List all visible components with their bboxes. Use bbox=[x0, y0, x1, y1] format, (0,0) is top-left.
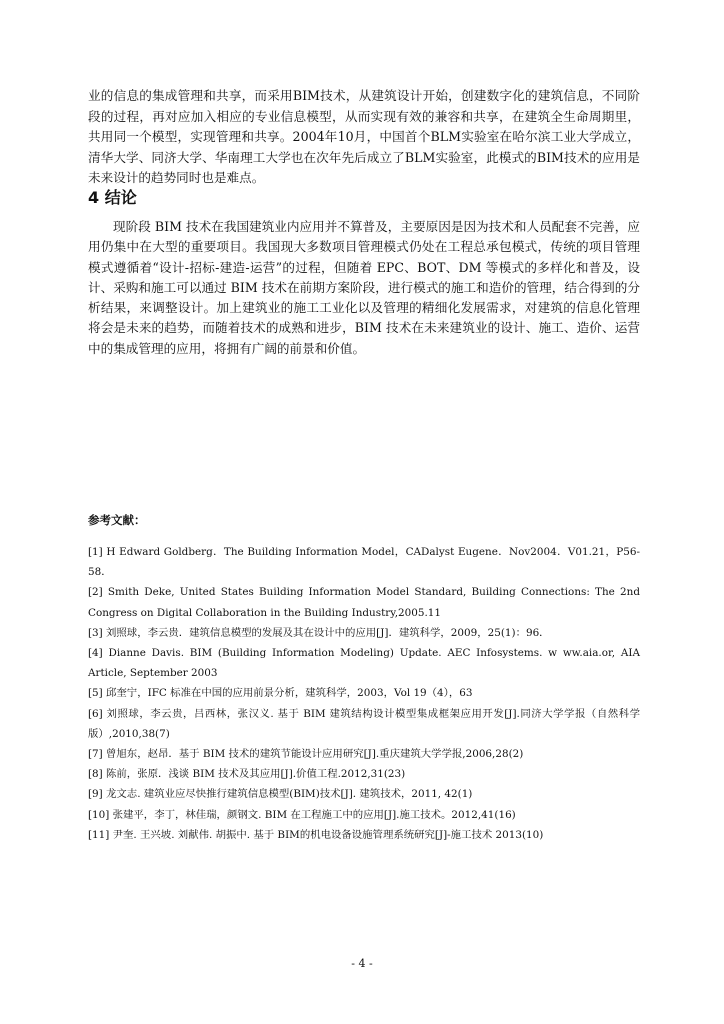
reference-item: [6] 刘照球，李云贵，吕西林，张汉义. 基于 BIM 建筑结构设计模型集成框架应用开发[J].同济大学学报（自然科学版）,2010,38(7) bbox=[88, 707, 640, 740]
reference-item: [2] Smith Deke, United States Building Information Model Standard, Building Connections: The 2nd Congress on Digital Collaboration in the Building Industry,2005.11 bbox=[88, 586, 640, 619]
references-title: 参考文献： bbox=[88, 513, 146, 527]
conclusion-paragraph: 现阶段 BIM 技术在我国建筑业内应用并不算普及，主要原因是因为技术和人员配套不完善，应用仍集中在大型的重要项目。我国现大多数项目管理模式仍处在工程总承包模式，传统的项目管理模式遵循着“设计-招标-建造-运营”的过程，但随着 EPC、BOT、DM 等模式的多样化和普及，设计、采购和施工可以通过 BIM 技术在前期方案阶段，进行模式的施工和造价的管理，结合得到的分析结果，来调整设计。加上建筑业的施工工业化以及管理的精细化发展需求，对建筑的信息化管理将会是未来的趋势，而随着技术的成熟和进步，BIM 技术在未来建筑业的设计、施工、造价、运营中的集成管理的应用，将拥有广阔的前景和价值。 bbox=[88, 219, 640, 356]
references-list bbox=[88, 542, 640, 845]
intro-paragraph: 业的信息的集成管理和共享，而采用BIM技术，从建筑设计开始，创建数字化的建筑信息，不同阶段的过程，再对应加入相应的专业信息模型，从而实现有效的兼容和共享，在建筑全生命周期里，共用同一个模型，实现管理和共享。2004年10月，中国首个BLM实验室在哈尔滨工业大学成立，清华大学、同济大学、华南理工大学也在次年先后成立了BLM实验室，此模式的BIM技术的应用是未来设计的趋势同时也是难点。 bbox=[88, 88, 640, 186]
reference-item: [7] 曾旭东，赵昂．基于 BIM 技术的建筑节能设计应用研究[J].重庆建筑大学学报,2006,28(2) bbox=[88, 748, 524, 761]
reference-item: [5] 邱奎宁，IFC 标准在中国的应用前景分析，建筑科学，2003，Vol 19（4），63 bbox=[88, 687, 473, 700]
reference-item: [4] Dianne Davis. BIM (Building Information Modeling) Update. AEC Infosystems. w ww.aia.or, AIA Article, September 2003 bbox=[88, 647, 640, 680]
page-number: - 4 - bbox=[351, 957, 373, 970]
section-heading-conclusion: 4 结论 bbox=[88, 188, 137, 207]
conclusion-block bbox=[88, 217, 640, 359]
reference-item: [10] 张建平，李丁，林佳瑞，颜钢文. BIM 在工程施工中的应用[J].施工技术。2012,41(16) bbox=[88, 808, 516, 821]
reference-item: [11] 尹奎. 王兴坡. 刘献伟. 胡振中. 基于 BIM的机电设备设施管理系统研究[J]-施工技术 2013(10) bbox=[88, 828, 544, 841]
intro-paragraph-block bbox=[88, 86, 640, 189]
reference-item: [3] 刘照球，李云贵．建筑信息模型的发展及其在设计中的应用[J]．建筑科学，2009，25(1)：96． bbox=[88, 626, 550, 639]
reference-item: [1] H Edward Goldberg．The Building Information Model，CADalyst Eugene．Nov2004．V01.21，P56-58． bbox=[88, 546, 640, 579]
reference-item: [8] 陈前，张原．浅谈 BIM 技术及其应用[J].价值工程.2012,31(23) bbox=[88, 768, 406, 781]
reference-item: [9] 龙文志. 建筑业应尽快推行建筑信息模型(BIM)技术[J]. 建筑技术，2011, 42(1) bbox=[88, 788, 473, 801]
